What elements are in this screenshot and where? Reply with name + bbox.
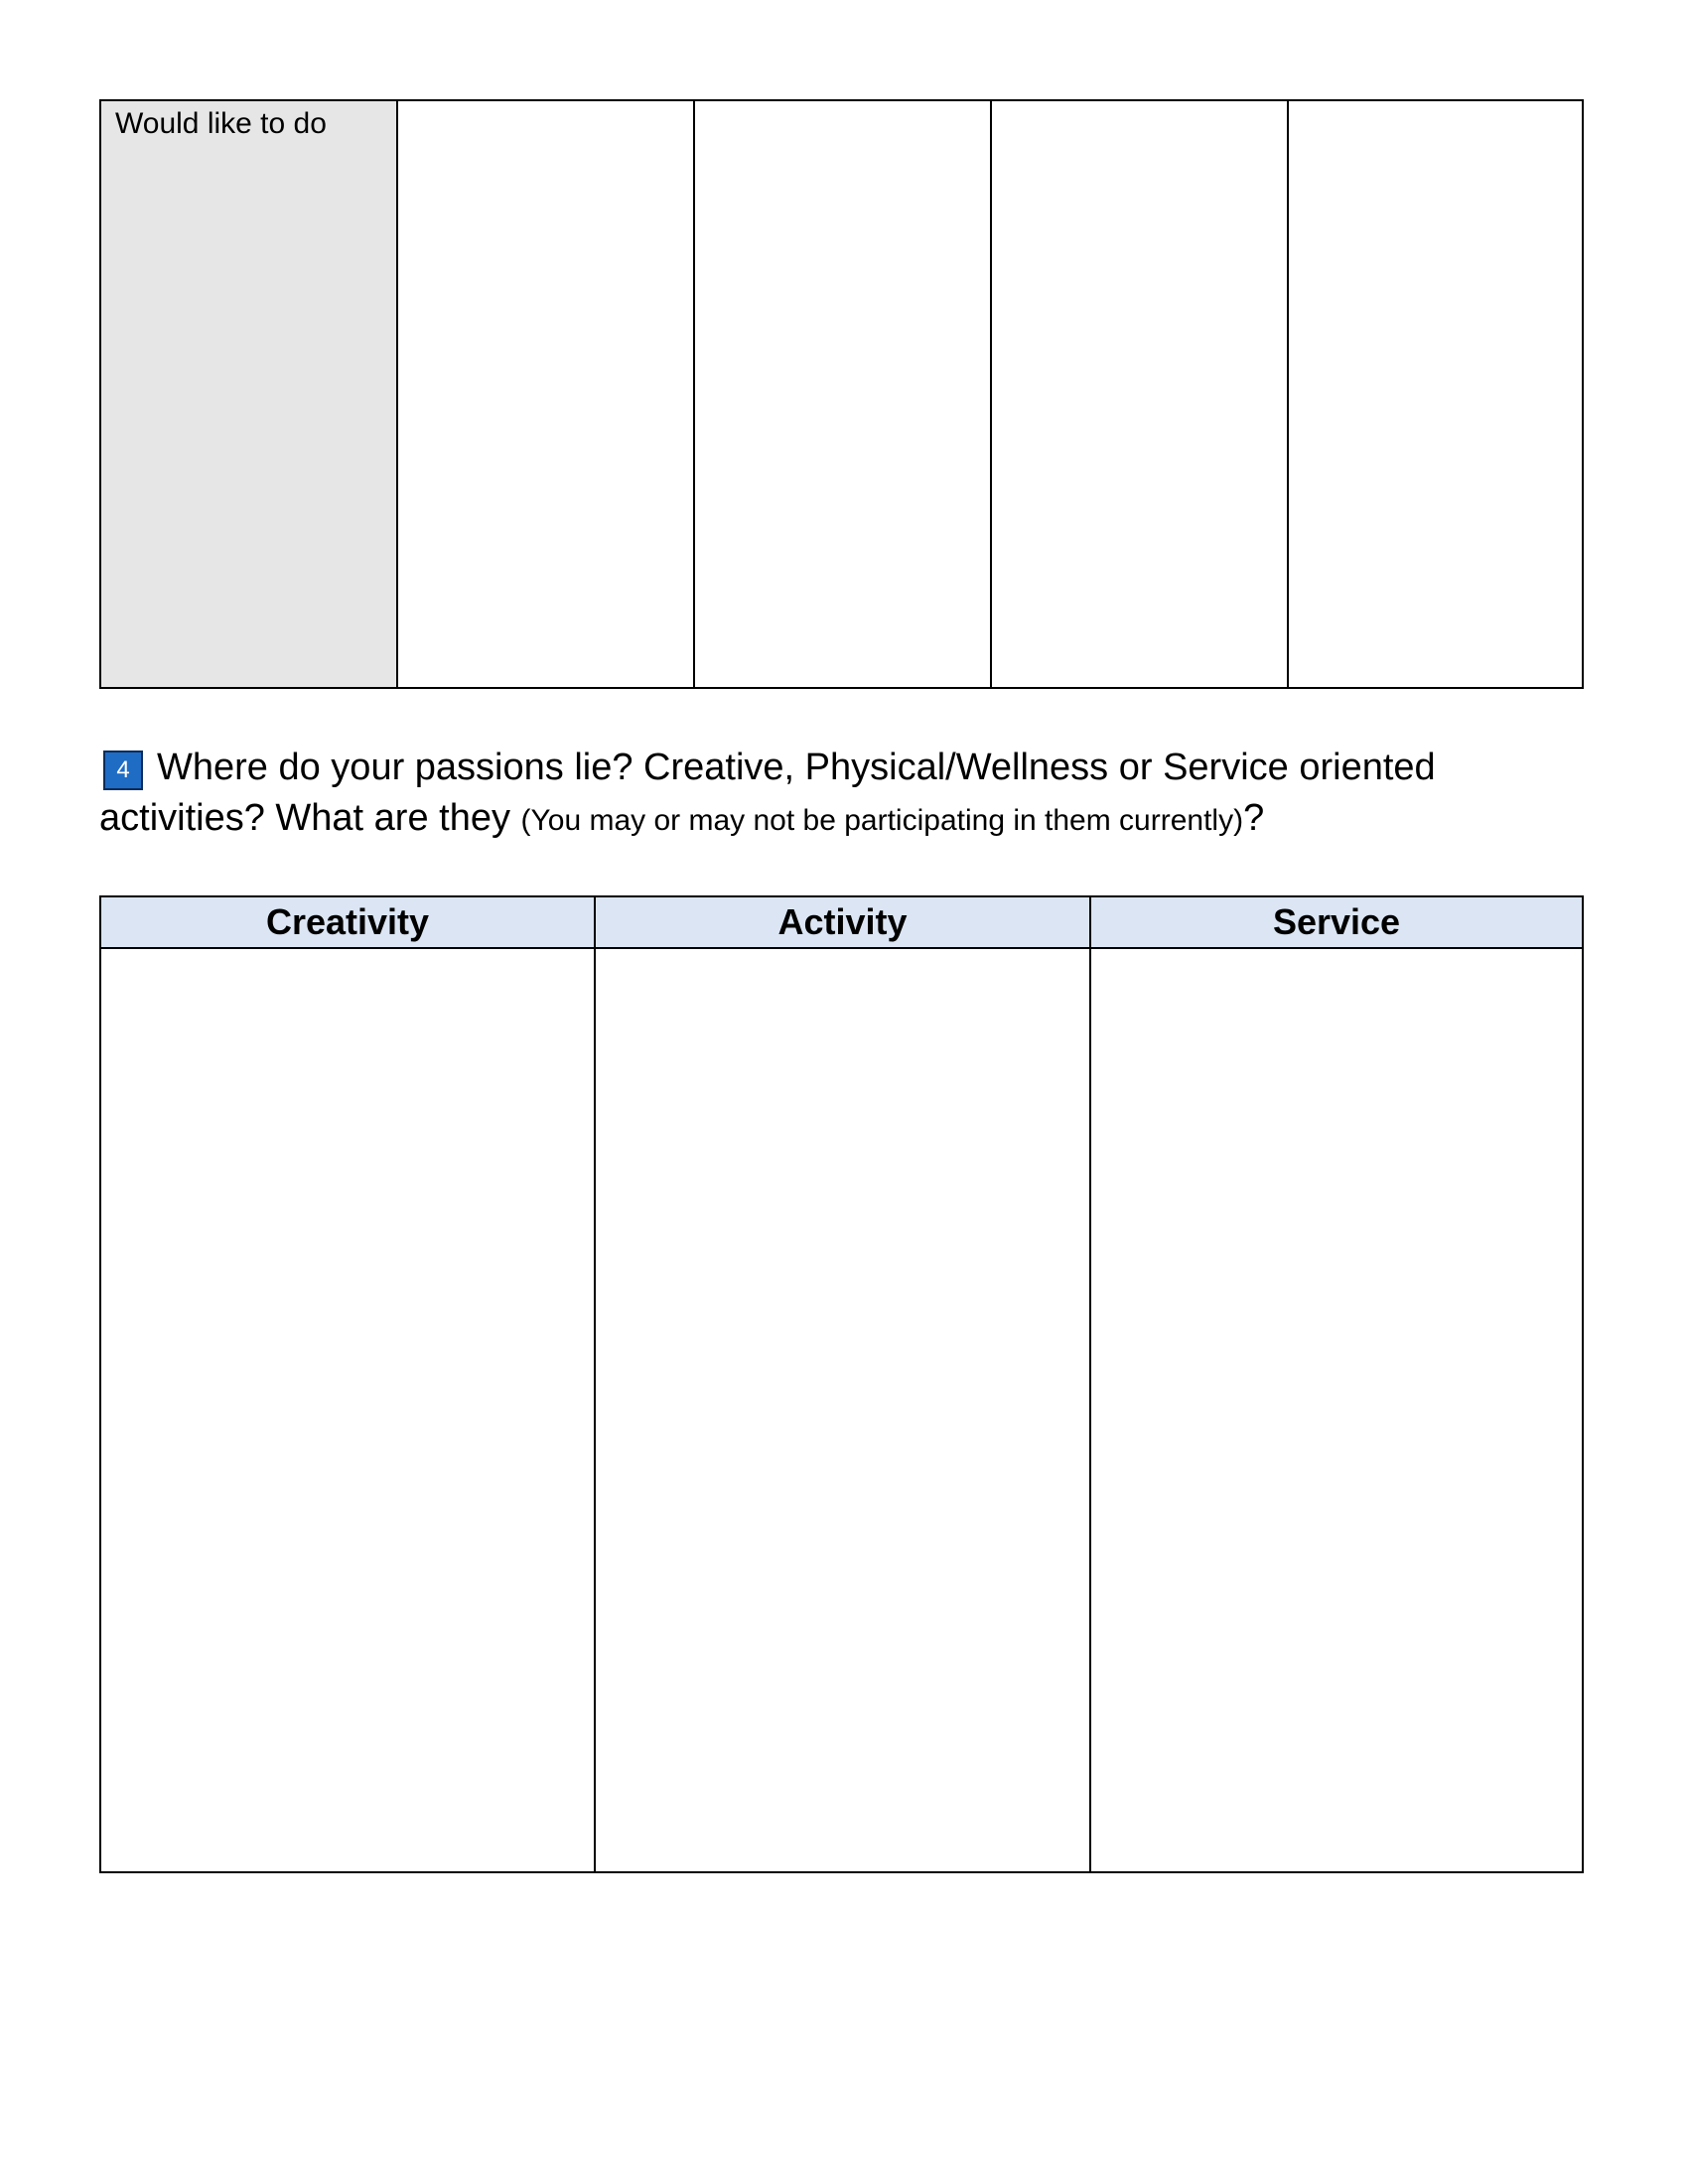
header-service: Service — [1091, 897, 1582, 949]
header-activity: Activity — [596, 897, 1091, 949]
question-note: (You may or may not be participating in them currently) — [520, 804, 1244, 837]
answer-cell-4[interactable] — [1289, 101, 1580, 687]
would-like-to-do-table — [99, 99, 1584, 689]
question-end: ? — [1243, 797, 1265, 839]
question-text: Where do your passions lie? Creative, Physical/Wellness or Service oriented activities? What are they — [99, 747, 1436, 839]
would-like-to-do-label: Would like to do — [101, 101, 398, 687]
answer-cell-1[interactable] — [398, 101, 695, 687]
header-creativity: Creativity — [101, 897, 596, 949]
answer-cell-2[interactable] — [695, 101, 992, 687]
creativity-answer-cell[interactable] — [101, 949, 596, 1871]
question-4 — [99, 743, 1589, 846]
question-number-badge: 4 — [103, 751, 143, 790]
activity-answer-cell[interactable] — [596, 949, 1091, 1871]
cas-table — [99, 895, 1584, 1873]
answer-cell-3[interactable] — [992, 101, 1289, 687]
service-answer-cell[interactable] — [1091, 949, 1582, 1871]
